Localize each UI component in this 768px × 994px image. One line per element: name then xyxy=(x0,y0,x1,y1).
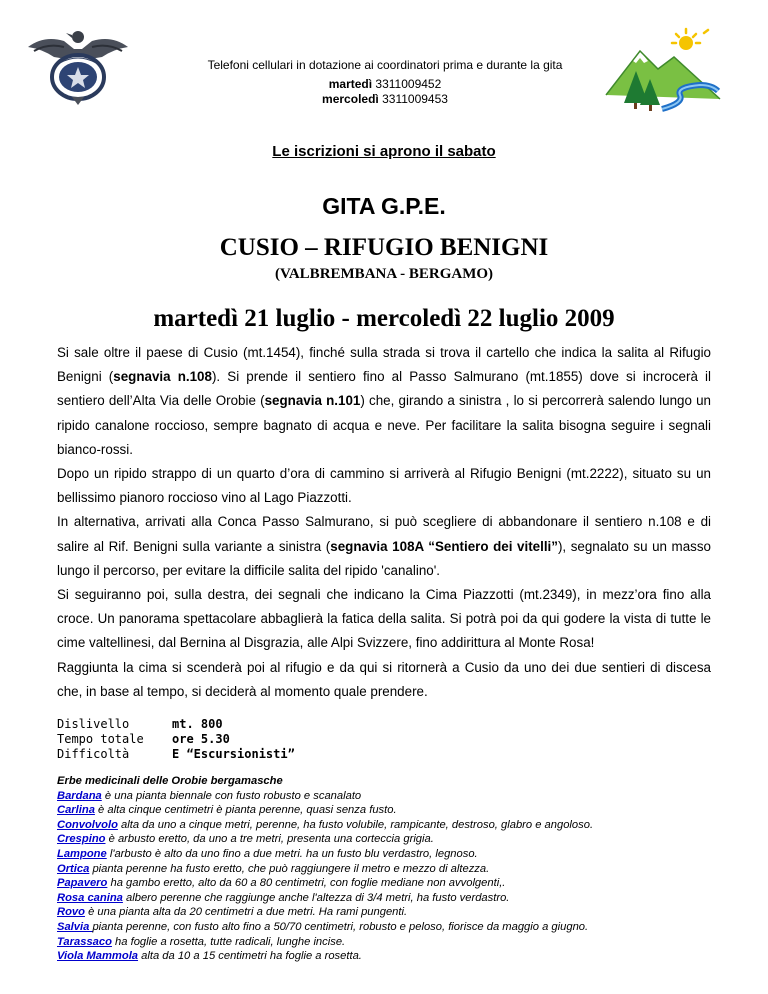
herb-description: albero perenne che raggiunge anche l'altezza di 3/4 metri, ha fusto verdastro. xyxy=(122,891,510,904)
herb-description: l'arbusto è alto da uno fino a due metri. ha un fusto blu verdastro, legnoso. xyxy=(106,847,478,860)
herb-item xyxy=(57,789,737,804)
stat-value: mt. 800 xyxy=(172,717,223,731)
text: Si sale oltre il paese di Cusio (mt.1454), finché sulla strada si trova il cartello che indica la salita al Rifugio Benigni ( xyxy=(57,345,711,385)
herb-item xyxy=(57,920,737,935)
herb-item xyxy=(57,803,737,818)
phone-day: martedì xyxy=(328,77,373,91)
herb-link[interactable]: Convolvolo xyxy=(57,818,118,831)
text: In alternativa, arrivati alla Conca Passo Salmurano, si può scegliere di abbandonare il sentiero n.108 e di salire al Rif. Benigni sulla variante a sinistra ( xyxy=(57,514,711,554)
herb-description: ha foglie a rosetta, tutte radicali, lunghe incise. xyxy=(111,935,346,948)
trip-stats xyxy=(57,717,295,762)
phone-number: 3311009453 xyxy=(382,92,448,106)
herb-item xyxy=(57,818,737,833)
cai-logo xyxy=(24,27,132,107)
paragraph xyxy=(57,656,711,704)
route-description xyxy=(57,341,711,704)
stat-label: Tempo totale xyxy=(57,732,144,746)
herb-item xyxy=(57,905,737,920)
herbs-list xyxy=(57,789,737,964)
stat-value: E “Escursionisti” xyxy=(172,747,295,761)
herb-item xyxy=(57,862,737,877)
text: Dopo un ripido strappo di un quarto d’ora di cammino si arriverà al Rifugio Benigni (mt.2222), situato su un bellissimo pianoro roccioso vino al Lago Piazzotti. xyxy=(57,466,711,506)
bold-text: segnavia n.101 xyxy=(264,393,361,409)
herb-item xyxy=(57,847,737,862)
area-subtitle: (VALBREMBANA - BERGAMO) xyxy=(274,266,494,282)
bold-text: segnavia n.108 xyxy=(113,369,212,385)
text: ). Si prende il sentiero fino al Passo Salmurano (mt.1855) dove si incrocerà il sentiero dell’Alta Via delle Orobie ( xyxy=(57,369,711,409)
stat-row xyxy=(57,732,295,747)
bold-text: segnavia 108A “Sentiero dei vitelli” xyxy=(330,538,558,554)
text: Si seguiranno poi, sulla destra, dei segnali che indicano la Cima Piazzotti (mt.2349), in mezz’ora fino alla croce. Un panorama spettacolare abbaglierà la fatica della salita. Si potrà poi da qui godere la vista di tutte le cime valtellinesi, dal Bernina al Disgrazia, alle Alpi Svizzere, fino addirittura al Monte Rosa! xyxy=(57,587,711,651)
phones-intro: Telefoni cellulari in dotazione ai coordinatori prima e durante la gita xyxy=(207,58,563,72)
herb-item xyxy=(57,949,737,964)
herb-link[interactable]: Salvia xyxy=(57,920,93,933)
herb-description: alta da uno a cinque metri, perenne, ha fusto volubile, rampicante, destroso, glabro e angoloso. xyxy=(117,818,594,831)
herb-link[interactable]: Bardana xyxy=(57,789,102,802)
herb-item xyxy=(57,935,737,950)
herb-description: ha gambo eretto, alto da 60 a 80 centimetri, con foglie mediane non avvolgenti,. xyxy=(107,877,506,890)
herb-description: pianta perenne, con fusto alto fino a 50/70 centimetri, robusto e peloso, fiorisce da maggio a giugno. xyxy=(92,920,589,933)
herb-link[interactable]: Rosa canina xyxy=(57,891,123,904)
herb-item xyxy=(57,832,737,847)
phone-number: 3311009452 xyxy=(375,77,442,91)
stat-value: ore 5.30 xyxy=(172,732,230,746)
phone-line-wednesday xyxy=(150,92,620,106)
stat-row xyxy=(57,747,295,762)
paragraph xyxy=(57,341,711,462)
paragraph xyxy=(57,583,711,656)
stat-label: Dislivello xyxy=(57,717,130,731)
herb-description: è una pianta biennale con fusto robusto e scanalato xyxy=(101,789,362,802)
herb-link[interactable]: Carlina xyxy=(57,804,95,817)
trip-date: martedì 21 luglio - mercoledì 22 luglio 2009 xyxy=(153,305,615,332)
herb-description: è una pianta alta da 20 centimetri a due metri. Ha rami pungenti. xyxy=(84,906,408,919)
herb-link[interactable]: Viola Mammola xyxy=(57,950,139,963)
herb-link[interactable]: Rovo xyxy=(57,906,85,919)
stat-row xyxy=(57,717,295,732)
phone-day: mercoledì xyxy=(322,92,379,106)
destination-title: CUSIO – RIFUGIO BENIGNI xyxy=(219,234,549,261)
herb-description: alta da 10 a 15 centimetri ha foglie a rosetta. xyxy=(138,950,362,963)
herb-description: pianta perenne ha fusto eretto, che può raggiungere il metro e mezzo di altezza. xyxy=(89,862,490,875)
text: Raggiunta la cima si scenderà poi al rifugio e da qui si ritornerà a Cusio da uno dei due sentieri di discesa che, in base al tempo, si deciderà al momento quale prendere. xyxy=(57,659,711,699)
registration-notice: Le iscrizioni si aprono il sabato xyxy=(272,143,496,160)
stat-label: Difficoltà xyxy=(57,747,130,761)
herb-link[interactable]: Tarassaco xyxy=(57,935,112,948)
herb-item xyxy=(57,891,737,906)
herbs-title: Erbe medicinali delle Orobie bergamasche xyxy=(57,775,283,787)
herb-link[interactable]: Ortica xyxy=(57,862,90,875)
herb-item xyxy=(57,876,737,891)
paragraph xyxy=(57,462,711,510)
herbs-section xyxy=(57,774,737,964)
herb-link[interactable]: Papavero xyxy=(57,877,108,890)
herb-description: è arbusto eretto, da uno a tre metri, presenta una corteccia grigia. xyxy=(105,833,434,846)
herb-link[interactable]: Lampone xyxy=(57,847,107,860)
paragraph xyxy=(57,510,711,583)
text: ), segnalato su un masso lungo il percorso, per evitare la difficile salita del ripido 'canalino'. xyxy=(57,538,711,578)
herb-link[interactable]: Crespino xyxy=(57,833,106,846)
phone-line-tuesday xyxy=(150,77,620,91)
text: ) che, girando a sinistra , lo si percorrerà salendo lungo un ripido canalone roccioso, sempre bagnato di acqua e neve. Per facilitare la salita bisogna seguire i segnali bianco-rossi. xyxy=(57,393,711,457)
trip-group-title: GITA G.P.E. xyxy=(322,193,446,219)
herb-description: è alta cinque centimetri è pianta perenne, quasi senza fusto. xyxy=(94,804,397,817)
